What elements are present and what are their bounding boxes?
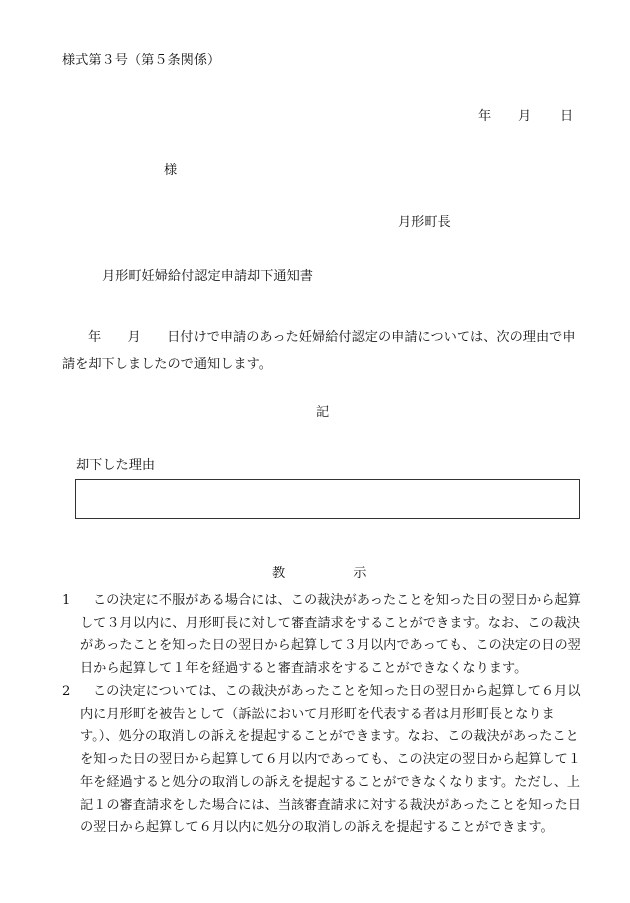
form-number: 様式第３号（第５条関係） (62, 53, 221, 68)
item-text: この決定に不服がある場合には、この裁決があったことを知った日の翌日から起算して３月以内に、月形町長に対して審査請求をすることができます。なお、この裁決があったことを知った日の翌日から起算して３月以内であっても、この決定の日の翌日から起算して１年を経過すると審査請求をすることができなくなります。 (80, 593, 581, 677)
kyoji-right: 示 (353, 566, 367, 581)
instruction-item-2 (62, 681, 588, 840)
kyoji-left: 教 (272, 566, 286, 581)
ki-heading: 記 (316, 405, 330, 420)
instruction-item-1 (62, 590, 588, 681)
date-day: 日 (560, 109, 574, 124)
date-year: 年 (478, 109, 492, 124)
addressee: 様 (164, 163, 178, 178)
body-paragraph: 年 月 日付けで申請のあった妊婦給付認定の申請については、次の理由で申請を却下しましたので通知します。 (62, 330, 576, 372)
reason-box (75, 479, 580, 519)
item-number: 1 (62, 593, 71, 608)
document-title: 月形町妊婦給付認定申請却下通知書 (102, 269, 313, 284)
item-text: この決定については、この裁決があったことを知った日の翌日から起算して６月以内に月形町を被告として（訴訟において月形町を代表する者は月形町長となります。）、処分の取消しの訴えを提起することができます。なお、この裁決があったことを知った日の翌日から起算して６月以内であっても、この決定の翌日から起算して１年を経過すると処分の取消しの訴えを提起することができなくなります。ただし、上記１の審査請求をした場合には、当該審査請求に対する裁決があったことを知った日の翌日から起算して６月以内に処分の取消しの訴えを提起することができます。 (80, 684, 581, 836)
date-month: 月 (518, 109, 532, 124)
kyoji-heading (272, 567, 366, 580)
date-line (478, 110, 573, 123)
item-number: 2 (62, 684, 71, 699)
issuer: 月形町長 (398, 215, 451, 230)
reason-label: 却下した理由 (76, 458, 156, 473)
